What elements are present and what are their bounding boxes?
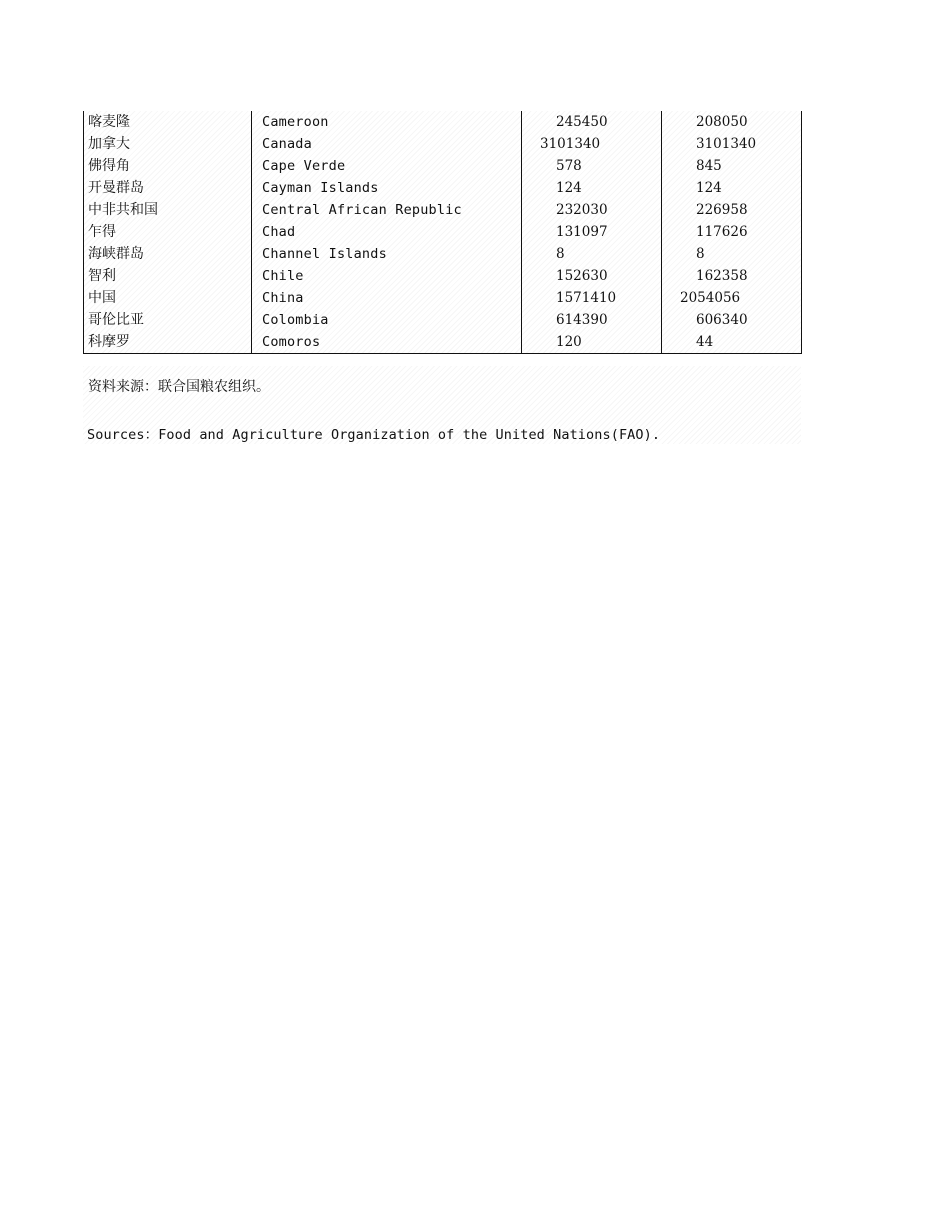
country-name-en: Cape Verde <box>252 155 522 177</box>
country-name-cn: 科摩罗 <box>84 331 252 354</box>
source-note-en: Sources：Food and Agriculture Organization of the United Nations(FAO). <box>87 427 661 443</box>
value-cell-2: 606340 <box>662 309 802 331</box>
country-name-en: Canada <box>252 133 522 155</box>
value-cell-1: 232030 <box>522 199 662 221</box>
country-name-cn: 乍得 <box>84 221 252 243</box>
country-name-cn: 海峡群岛 <box>84 243 252 265</box>
country-name-en: Cayman Islands <box>252 177 522 199</box>
value-cell-1: 614390 <box>522 309 662 331</box>
value-cell-1: 152630 <box>522 265 662 287</box>
table-row <box>84 265 802 287</box>
table-row <box>84 199 802 221</box>
value-cell-2: 162358 <box>662 265 802 287</box>
country-name-cn: 加拿大 <box>84 133 252 155</box>
country-name-cn: 智利 <box>84 265 252 287</box>
value-cell-2: 2054056 <box>662 287 802 309</box>
country-name-cn: 中国 <box>84 287 252 309</box>
value-cell-2: 124 <box>662 177 802 199</box>
table-row <box>84 243 802 265</box>
table-row <box>84 287 802 309</box>
table-row <box>84 155 802 177</box>
table-row <box>84 331 802 354</box>
table-row <box>84 177 802 199</box>
value-cell-1: 124 <box>522 177 662 199</box>
value-cell-2: 3101340 <box>662 133 802 155</box>
table-row <box>84 309 802 331</box>
value-cell-2: 117626 <box>662 221 802 243</box>
country-name-cn: 佛得角 <box>84 155 252 177</box>
table-row <box>84 133 802 155</box>
source-note-cn: 资料来源：联合国粮农组织。 <box>88 379 270 395</box>
country-name-cn: 哥伦比亚 <box>84 309 252 331</box>
country-name-cn: 开曼群岛 <box>84 177 252 199</box>
country-name-en: Chad <box>252 221 522 243</box>
table-row <box>84 111 802 133</box>
value-cell-1: 1571410 <box>522 287 662 309</box>
country-name-cn: 中非共和国 <box>84 199 252 221</box>
value-cell-1: 8 <box>522 243 662 265</box>
value-cell-1: 245450 <box>522 111 662 133</box>
country-name-en: Chile <box>252 265 522 287</box>
value-cell-2: 44 <box>662 331 802 354</box>
value-cell-2: 845 <box>662 155 802 177</box>
value-cell-1: 578 <box>522 155 662 177</box>
value-cell-1: 131097 <box>522 221 662 243</box>
value-cell-1: 120 <box>522 331 662 354</box>
value-cell-1: 3101340 <box>522 133 662 155</box>
value-cell-2: 226958 <box>662 199 802 221</box>
source-notes <box>83 366 801 444</box>
value-cell-2: 208050 <box>662 111 802 133</box>
country-name-en: Cameroon <box>252 111 522 133</box>
country-name-en: Central African Republic <box>252 199 522 221</box>
country-name-en: Comoros <box>252 331 522 354</box>
table-row <box>84 221 802 243</box>
country-name-en: China <box>252 287 522 309</box>
country-name-cn: 喀麦隆 <box>84 111 252 133</box>
forest-area-table <box>83 111 802 354</box>
country-name-en: Colombia <box>252 309 522 331</box>
country-name-en: Channel Islands <box>252 243 522 265</box>
value-cell-2: 8 <box>662 243 802 265</box>
